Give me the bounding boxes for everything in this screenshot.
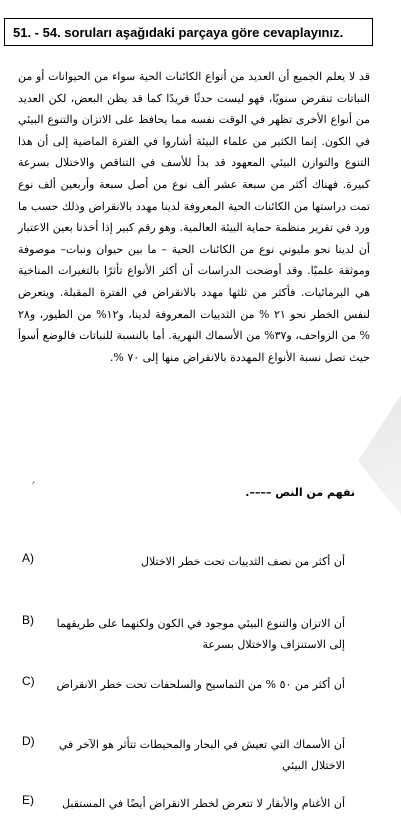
option-a[interactable] xyxy=(0,551,401,595)
option-e[interactable] xyxy=(0,793,401,837)
option-label: B) xyxy=(22,613,34,627)
reading-passage xyxy=(18,66,370,368)
option-label: C) xyxy=(22,674,35,688)
option-label: D) xyxy=(22,734,35,748)
decorative-shape xyxy=(358,395,401,515)
option-text: أن الأسماك التي تعيش في البحار والمحيطات تتأثر هو الآخر في الاختلال البيئي xyxy=(58,738,345,772)
passage-paragraph: قد لا يعلم الجميع أن العديد من أنواع الكائنات الحية سواء من الحيوانات أو من النباتات تنقرض سنويًا، فهو ليست حدثًا فريدًا كما قد يظن البعض، لكن العديد من أنواع الأخرى تظهر في الوقت نفسه مما يحافظ على الاتزان والتنوع البيئي في الكون. إنما الكثير من علماء البيئة أشاروا في الفترة الماضية إلى أن هذا التنوع والتوازن البيئي المعهود قد بدأ للأسف في التناقص والاختلال بسرعة كبيرة. فهناك أكثر من سبعة عشر ألف نوع من أصل سبعة وأربعين ألف نوع تمت دراستها من الكائنات الحية المعروفة لدينا مهدد بالانقراض وذلك حسب ما ورد في تقرير منظمة حماية البيئة العالمية. وهو رقم كبير إذا أخذنا بعين الاعتبار أن لدينا نحو مليوني نوع من الكائنات الحية – ما بين حيوان ونبات– موصوفة وموثقة علميًا. وقد أوضحت الدراسات أن أكثر الأنواع تأثرًا بالتغيرات المناخية هي البرمائيات. فأكثر من ثلثها مهدد بالانقراض في الفترة المقبلة. ويتعرض لنفس الخطر نحو ٢١ % من الثدييات المعروفة لدينا، و١٢% من الطيور، و٢٨ % من الزواحف، و٣٧% من الأسماك النهرية. أما بالنسبة للنباتات فالوضع أسوأ حيث تصل نسبة الأنواع المهددة بالانقراض منها إلى ٧٠ %. xyxy=(18,70,370,364)
option-d[interactable] xyxy=(0,734,401,778)
section-header: 51. - 54. soruları aşağıdaki parçaya göre cevaplayınız. xyxy=(4,18,373,46)
option-text: أن أكثر من ٥٠ % من التماسيح والسلحفات تحت خطر الانقراض xyxy=(56,678,345,691)
option-text: أن الاتزان والتنوع البيئي موجود في الكون ولكنهما على طريقهما إلى الاستنزاف والاختلال بسرعة xyxy=(56,617,345,651)
option-text: أن أكثر من نصف الثدييات تحت خطر الاختلال xyxy=(141,555,345,568)
option-label: A) xyxy=(22,551,34,565)
option-label: E) xyxy=(22,793,34,807)
question-stem: نفهم من النص ––––. xyxy=(245,486,355,499)
option-c[interactable] xyxy=(0,674,401,718)
option-text: أن الأغنام والأبقار لا تتعرض لخطر الانقراض أيضًا في المستقبل xyxy=(62,797,345,810)
option-b[interactable] xyxy=(0,613,401,657)
quote-mark-icon: ′ xyxy=(32,480,36,496)
